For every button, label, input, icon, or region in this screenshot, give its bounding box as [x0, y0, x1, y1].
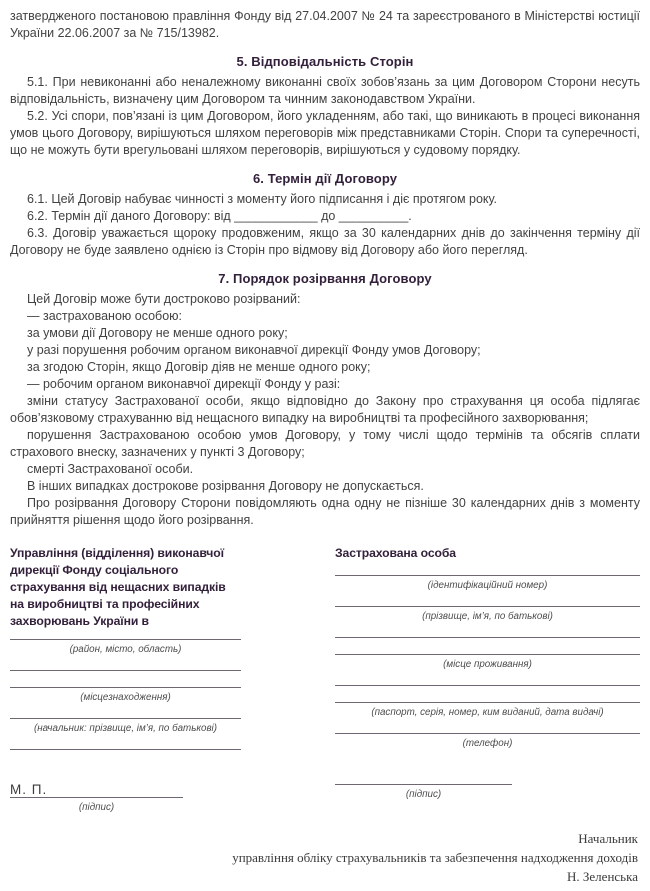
field-full-name [335, 606, 640, 623]
seal-mark: М. П. [10, 782, 48, 797]
fund-office-block [10, 545, 241, 813]
fund-signature-block [10, 797, 183, 814]
field-label: (паспорт, серія, номер, ким виданий, дата видачі) [371, 707, 604, 718]
paragraph-7-item: зміни статусу Застрахованої особи, якщо відповідно до Закону про страхування ця особа підлягає обов’язковому страхуванню від нещасного випадку на виробництві та професійного захворювання; [10, 394, 640, 425]
paragraph-7-intro: Цей Договір може бути достроково розірваний: [27, 292, 301, 306]
paragraph-7-item: порушення Застрахованою особою умов Договору, у тому числі щодо термінів та обсягів сплати страхового внеску, зазначених у пункті 3 Договору; [10, 428, 640, 459]
field-blank-line [10, 670, 241, 671]
paragraph-7-item: В інших випадках дострокове розірвання Договору не допускається. [27, 479, 424, 493]
paragraph-6-2: 6.2. Термін дії даного Договору: від ____________ до __________. [27, 209, 412, 223]
section-7-title: 7. Порядок розірвання Договору [218, 271, 432, 286]
field-identification-number [335, 575, 640, 592]
signature-label: (підпис) [78, 802, 115, 813]
field-label: (прізвище, ім’я, по батькові) [422, 611, 553, 622]
paragraph-5-2: 5.2. Усі спори, пов’язані із цим Договором, його укладенням, або такі, що виникають в процесі виконання умов цього Договору, вирішуються шляхом переговорів між представниками Сторін. Спори та суперечності, що не можуть бути врегульовані шляхом переговорів, вирішуються у судовому порядку. [10, 109, 640, 157]
paragraph-7-item: за умови дії Договору не менше одного року; [27, 326, 288, 340]
footer-department: управління обліку страхувальників та забезпечення надходження доходів [232, 850, 638, 865]
fill-in-line [10, 670, 241, 671]
field-label: (ідентифікаційний номер) [427, 580, 548, 591]
intro-paragraph: затвердженого постановою правління Фонду від 27.04.2007 № 24 та зареєстрованого в Міністерстві юстиції України 22.06.2007 за № 715/13982. [10, 9, 640, 40]
field-label: (телефон) [462, 738, 513, 749]
field-label: (місцезнаходження) [80, 692, 171, 703]
insured-signature-block [335, 784, 512, 801]
field-label: (район, місто, область) [69, 644, 182, 655]
insured-person-heading: Застрахована особа [335, 546, 456, 560]
fund-office-heading: Управління (відділення) виконавчої дирекції Фонду соціального страхування від нещасних випадків на виробництві та професійних захворювань України в [10, 546, 226, 628]
fill-in-line [10, 749, 241, 750]
field-phone [335, 733, 640, 750]
section-5-title: 5. Відповідальність Сторін [236, 54, 414, 69]
paragraph-7-item: — застрахованою особою: [27, 309, 183, 323]
paragraph-7-item: за згодою Сторін, якщо Договір діяв не менше одного року; [27, 360, 371, 374]
field-passport [335, 702, 640, 719]
field-label: (місце проживання) [443, 659, 532, 670]
fill-in-line [335, 685, 640, 686]
fund-office-fields [10, 639, 241, 766]
paragraph-7-item: — робочим органом виконавчої дирекції Фонду у разі: [27, 377, 341, 391]
field-blank-line [10, 749, 241, 750]
paragraph-7-item: смерті Застрахованої особи. [27, 462, 194, 476]
signature-section [10, 545, 640, 813]
paragraph-5-1: 5.1. При невиконанні або неналежному виконанні своїх зобов’язань за цим Договором Сторони несуть відповідальність, визначену цим Договором та чинним законодавством України. [10, 75, 640, 106]
field-district-city-region [10, 639, 241, 656]
field-blank-line [335, 685, 640, 686]
signature-label: (підпис) [405, 789, 442, 800]
paragraph-7-item: у разі порушення робочим органом виконавчої дирекції Фонду умов Договору; [27, 343, 481, 357]
footer-name: Н. Зеленська [567, 869, 638, 884]
field-residence [335, 654, 640, 671]
field-blank-line [335, 637, 640, 638]
field-label: (начальник: прізвище, ім’я, по батькові) [33, 723, 217, 734]
paragraph-6-1: 6.1. Цей Договір набуває чинності з моменту його підписання і діє протягом року. [27, 192, 498, 206]
paragraph-7-closing: Про розірвання Договору Сторони повідомляють одна одну не пізніше 30 календарних днів з моменту прийняття рішення щодо його розірвання. [10, 496, 640, 527]
fill-in-line [335, 637, 640, 638]
paragraph-6-3: 6.3. Договір уважається щороку продовженим, якщо за 30 календарних днів до закінчення терміну дії Договору не буде заявлено однією із Сторін про відмову від Договору або його перегляд. [10, 226, 640, 257]
insured-person-block [335, 545, 640, 801]
footer-attribution [10, 829, 640, 886]
field-chief-name [10, 718, 241, 735]
insured-person-fields [335, 575, 640, 764]
section-6-title: 6. Термін дії Договору [252, 171, 398, 186]
field-location [10, 687, 241, 704]
footer-position: Начальник [578, 831, 638, 846]
